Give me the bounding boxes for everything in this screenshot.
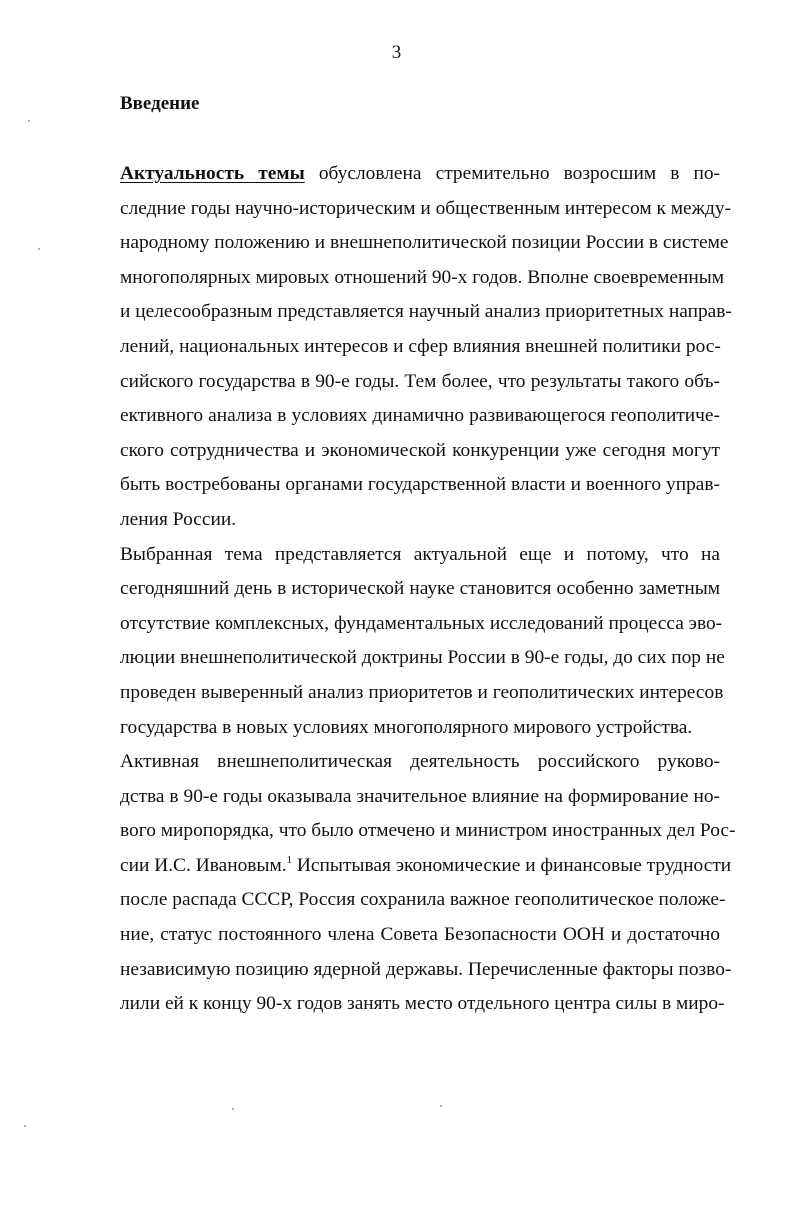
text-line: народному положению и внешнеполитической позиции России в системе <box>120 232 729 254</box>
text-line: лили ей к концу 90-х годов занять место отдельного центра силы в миро- <box>120 993 725 1015</box>
text-line: и целесообразным представляется научный анализ приоритетных направ- <box>120 301 732 323</box>
text-line: после распада СССР, Россия сохранила важное геополитическое положе- <box>120 889 726 911</box>
text-line: ского сотрудничества и экономической конкуренции уже сегодня могут <box>120 439 720 461</box>
text-line: Активная внешнеполитическая деятельность российского руково- <box>120 751 720 773</box>
text-line: сегодняшний день в исторической науке становится особенно заметным <box>120 578 720 600</box>
scan-speck <box>232 1108 234 1110</box>
text-line: быть востребованы органами государственной власти и военного управ- <box>120 474 720 496</box>
scan-speck <box>24 1125 26 1127</box>
text-fragment: сии И.С. Ивановым. <box>120 854 287 876</box>
section-heading: Введение <box>120 93 200 114</box>
text-fragment: Испытывая экономические и финансовые трудности <box>292 854 732 876</box>
text-line: лений, национальных интересов и сфер влияния внешней политики рос- <box>120 335 721 357</box>
text-line <box>120 157 720 192</box>
text-line: проведен выверенный анализ приоритетов и геополитических интересов <box>120 681 724 703</box>
text-line: многополярных мировых отношений 90-х годов. Вполне своевременным <box>120 266 725 288</box>
text-line: независимую позицию ядерной державы. Перечисленные факторы позво- <box>120 958 732 980</box>
text-line: люции внешнеполитической доктрины России в 90-е годы, до сих пор не <box>120 647 725 669</box>
text-fragment: обусловлена стремительно возросшим в по- <box>304 163 720 184</box>
text-line: вого миропорядка, что было отмечено и министром иностранных дел Рос- <box>120 820 736 842</box>
emphasized-term: Актуальность темы <box>120 163 305 184</box>
text-line: сийского государства в 90-е годы. Тем более, что результаты такого объ- <box>120 370 720 392</box>
scan-speck <box>38 248 40 250</box>
text-fragment: Выбранная тема представляется актуальной еще и потому, что на <box>120 543 720 565</box>
text-line: ективного анализа в условиях динамично развивающегося геополитиче- <box>120 405 720 427</box>
text-line <box>120 538 720 573</box>
page-number: 3 <box>391 42 402 63</box>
text-line <box>120 849 732 884</box>
text-line: следние годы научно-историческим и общественным интересом к между- <box>120 197 732 219</box>
footnote-marker[interactable]: 1 <box>286 853 293 866</box>
text-line: ления России. <box>120 508 237 530</box>
text-line: государства в новых условиях многополярного мирового устройства. <box>120 716 693 738</box>
scan-speck <box>440 1105 442 1107</box>
scan-speck <box>28 120 30 122</box>
body-text <box>120 157 736 1022</box>
text-line: ние, статус постоянного члена Совета Безопасности ООН и достаточно <box>120 924 720 946</box>
text-line: дства в 90-е годы оказывала значительное влияние на формирование но- <box>120 785 720 807</box>
text-line: отсутствие комплексных, фундаментальных исследований процесса эво- <box>120 612 723 634</box>
